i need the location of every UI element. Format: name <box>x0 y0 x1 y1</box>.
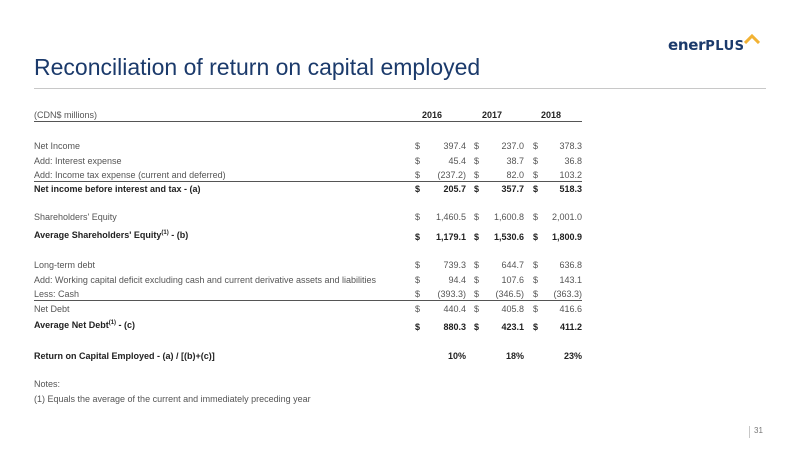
cell-value: (363.3) <box>553 289 582 299</box>
currency-sign: $ <box>533 275 539 285</box>
cell-value: (237.2) <box>437 170 466 180</box>
row-label-long-term-debt: Long-term debt <box>34 260 96 270</box>
currency-sign: $ <box>533 170 539 180</box>
row-label-income-tax: Add: Income tax expense (current and deferred) <box>34 170 226 180</box>
currency-sign: $ <box>415 304 421 314</box>
cell-value: 143.1 <box>559 275 582 285</box>
currency-sign: $ <box>415 141 421 151</box>
subtotal-rule <box>34 181 582 182</box>
currency-sign: $ <box>474 184 480 194</box>
currency-sign: $ <box>533 304 539 314</box>
cell-value: 357.7 <box>501 184 524 194</box>
cell-value: 36.8 <box>564 156 582 166</box>
page-number-divider <box>749 426 750 438</box>
cell-value: 107.6 <box>501 275 524 285</box>
row-label-avg-net-debt: Average Net Debt$^{(1)}$ - (c) <box>34 320 136 330</box>
currency-sign: $ <box>533 184 539 194</box>
row-label-net-debt: Net Debt <box>34 304 70 314</box>
cell-value: 103.2 <box>559 170 582 180</box>
cell-value: 82.0 <box>506 170 524 180</box>
cell-value: 38.7 <box>506 156 524 166</box>
year-header-2017: 2017 <box>482 110 503 120</box>
cell-value: 518.3 <box>559 184 582 194</box>
logo-accent-mark <box>744 34 760 44</box>
currency-sign: $ <box>474 141 480 151</box>
currency-sign: $ <box>474 156 480 166</box>
header-rule <box>34 121 582 122</box>
cell-value: 205.7 <box>443 184 466 194</box>
currency-sign: $ <box>415 184 421 194</box>
cell-value: 10% <box>447 351 466 361</box>
currency-sign: $ <box>415 156 421 166</box>
cell-value: 739.3 <box>443 260 466 270</box>
year-header-2016: 2016 <box>422 110 443 120</box>
currency-sign: $ <box>533 289 539 299</box>
currency-sign: $ <box>474 289 480 299</box>
row-label-shareholders-equity: Shareholders' Equity <box>34 212 117 222</box>
cell-value: 880.3 <box>443 322 466 332</box>
cell-value: 2,001.0 <box>551 212 582 222</box>
cell-value: 1,600.8 <box>493 212 524 222</box>
cell-value: 411.2 <box>559 322 582 332</box>
row-label-net-income: Net Income <box>34 141 81 151</box>
currency-sign: $ <box>533 156 539 166</box>
row-label-roce: Return on Capital Employed - (a) / [(b)+(c)] <box>34 351 215 361</box>
row-label-cash: Less: Cash <box>34 289 80 299</box>
currency-sign: $ <box>415 275 421 285</box>
currency-sign: $ <box>474 322 480 332</box>
row-label-avg-shareholders-equity: Average Shareholders' Equity$^{(1)}$ - (b) <box>34 230 189 240</box>
cell-value: (393.3) <box>437 289 466 299</box>
cell-value: 405.8 <box>501 304 524 314</box>
currency-sign: $ <box>474 275 480 285</box>
cell-value: 1,460.5 <box>435 212 466 222</box>
subtotal-rule <box>34 300 582 301</box>
currency-sign: $ <box>533 232 539 242</box>
currency-sign: $ <box>415 232 421 242</box>
currency-sign: $ <box>415 260 421 270</box>
currency-sign: $ <box>474 170 480 180</box>
currency-sign: $ <box>474 212 480 222</box>
cell-value: (346.5) <box>495 289 524 299</box>
cell-value: 1,179.1 <box>435 232 466 242</box>
currency-sign: $ <box>415 289 421 299</box>
currency-sign: $ <box>474 260 480 270</box>
row-label-interest-expense: Add: Interest expense <box>34 156 122 166</box>
title-divider <box>34 88 766 89</box>
note-item: (1) Equals the average of the current and immediately preceding year <box>34 394 311 404</box>
cell-value: 1,530.6 <box>493 232 524 242</box>
cell-value: 440.4 <box>443 304 466 314</box>
unit-label: (CDN$ millions) <box>34 110 98 120</box>
currency-sign: $ <box>474 232 480 242</box>
currency-sign: $ <box>415 322 421 332</box>
cell-value: 237.0 <box>501 141 524 151</box>
page-number: 31 <box>754 426 763 435</box>
currency-sign: $ <box>533 141 539 151</box>
page-title: Reconciliation of return on capital employed <box>34 54 481 80</box>
currency-sign: $ <box>474 304 480 314</box>
cell-value: 416.6 <box>559 304 582 314</box>
currency-sign: $ <box>415 212 421 222</box>
cell-value: 423.1 <box>501 322 524 332</box>
row-label-working-capital-deficit: Add: Working capital deficit excluding cash and current derivative assets and liabilities <box>34 275 377 285</box>
cell-value: 45.4 <box>448 156 466 166</box>
year-header-2018: 2018 <box>541 110 562 120</box>
row-label-ebit: Net income before interest and tax - (a) <box>34 184 201 194</box>
cell-value: 23% <box>563 351 582 361</box>
cell-value: 94.4 <box>448 275 466 285</box>
currency-sign: $ <box>415 170 421 180</box>
cell-value: 1,800.9 <box>551 232 582 242</box>
cell-value: 18% <box>505 351 524 361</box>
currency-sign: $ <box>533 260 539 270</box>
currency-sign: $ <box>533 322 539 332</box>
cell-value: 636.8 <box>559 260 582 270</box>
notes-heading: Notes: <box>34 379 61 389</box>
currency-sign: $ <box>533 212 539 222</box>
cell-value: 397.4 <box>443 141 466 151</box>
cell-value: 378.3 <box>559 141 582 151</box>
cell-value: 644.7 <box>501 260 524 270</box>
